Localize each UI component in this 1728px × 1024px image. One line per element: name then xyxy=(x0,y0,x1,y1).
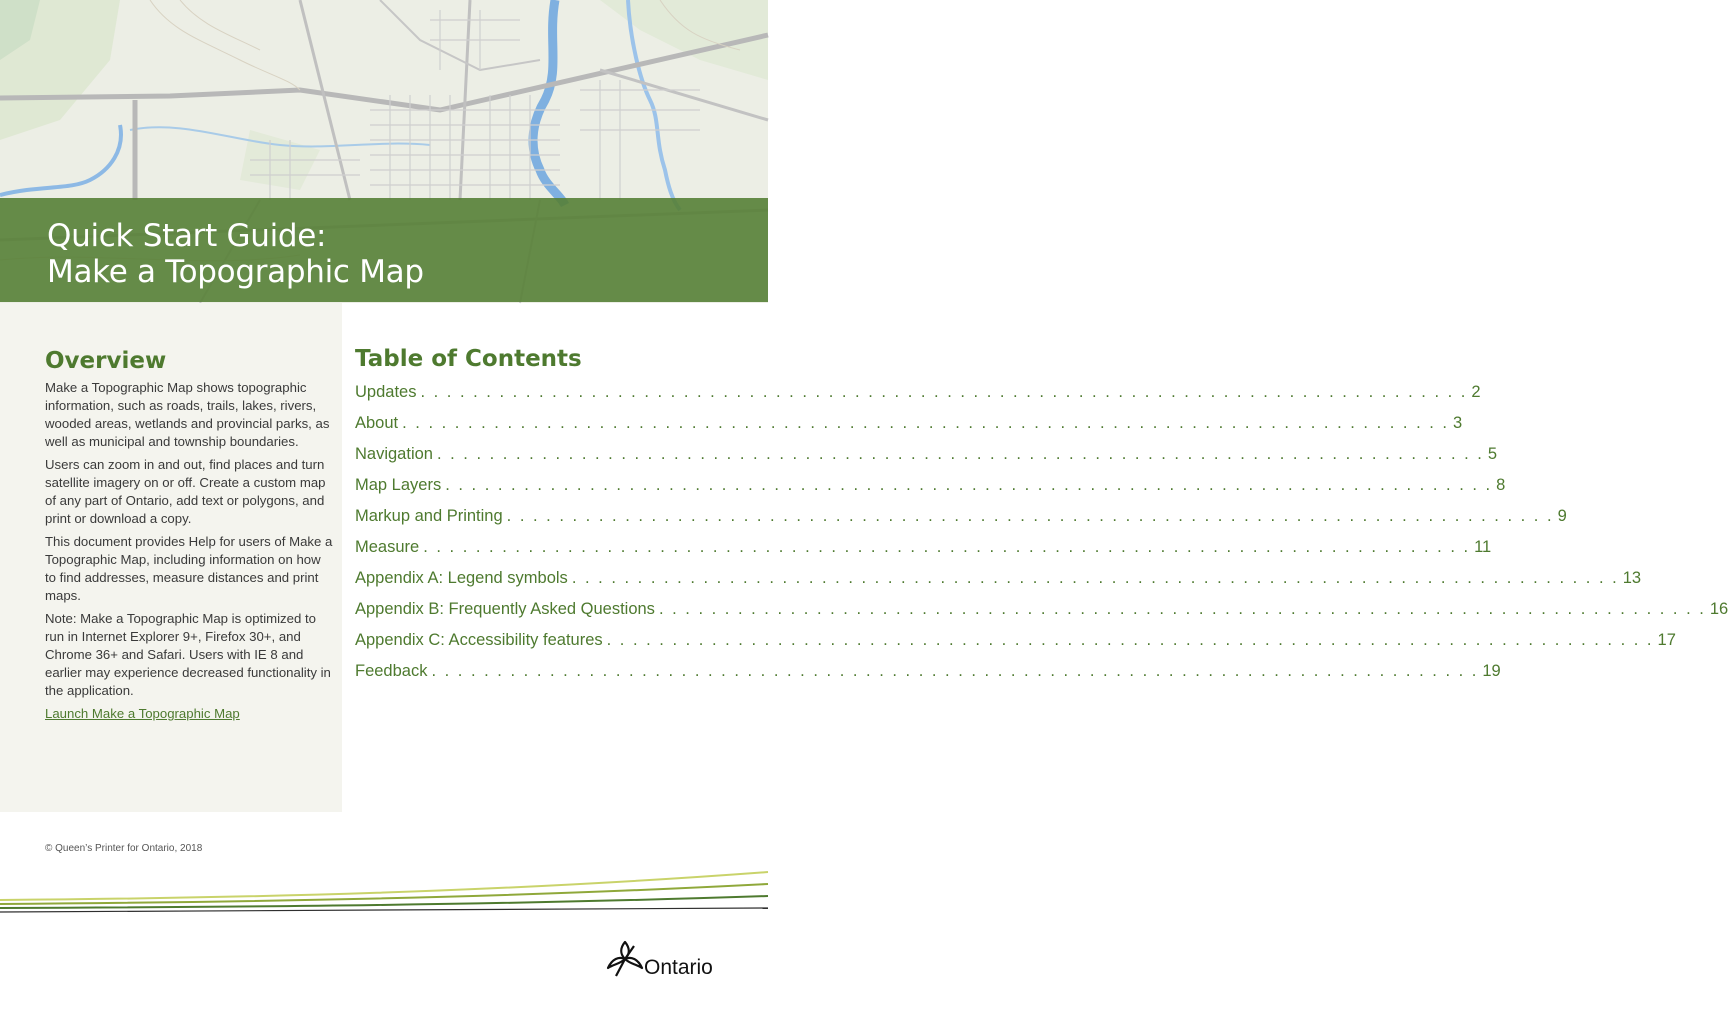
title-line-2: Make a Topographic Map xyxy=(47,254,424,290)
toc-leader-dots: . . . . . . . . . . . . . . . . . . . . . . . . . . . . . . . . . . . . . . . . . . . . . . . . . . . . . . . . . . . . . . . . . . . . . . . . . . . . . . . . xyxy=(436,445,1484,463)
toc-item-page: 11 xyxy=(1474,538,1492,556)
toc-item-map-layers[interactable] xyxy=(355,476,1506,507)
toc-leader-dots: . . . . . . . . . . . . . . . . . . . . . . . . . . . . . . . . . . . . . . . . . . . . . . . . . . . . . . . . . . . . . . . . . . . . . . . . . . . . . . . . xyxy=(402,414,1450,432)
toc-item-appendix-c[interactable] xyxy=(355,631,1676,662)
ontario-logo xyxy=(604,934,734,984)
toc-leader-dots: . . . . . . . . . . . . . . . . . . . . . . . . . . . . . . . . . . . . . . . . . . . . . . . . . . . . . . . . . . . . . . . . . . . . . . . . . . . . . . . . xyxy=(431,662,1479,680)
toc-list xyxy=(355,383,1728,693)
toc-item-page: 9 xyxy=(1557,507,1567,525)
overview-panel xyxy=(0,303,342,812)
overview-paragraph: This document provides Help for users of Make a Topographic Map, including information on how to find addresses, measure distances and print maps. xyxy=(45,534,333,603)
page-title xyxy=(47,218,424,290)
toc-leader-dots: . . . . . . . . . . . . . . . . . . . . . . . . . . . . . . . . . . . . . . . . . . . . . . . . . . . . . . . . . . . . . . . . . . . . . . . . . . . . . . . . xyxy=(658,600,1706,618)
toc-item-measure[interactable] xyxy=(355,538,1492,569)
toc-heading: Table of Contents xyxy=(355,346,582,372)
toc-item-label: Appendix A: Legend symbols xyxy=(355,569,568,587)
toc-item-navigation[interactable] xyxy=(355,445,1498,476)
toc-item-feedback[interactable] xyxy=(355,662,1501,693)
toc-item-appendix-b[interactable] xyxy=(355,600,1728,631)
toc-item-appendix-a[interactable] xyxy=(355,569,1642,600)
overview-paragraph: Make a Topographic Map shows topographic information, such as roads, trails, lakes, rivers, wooded areas, wetlands and provincial parks, as well as municipal and township boundaries. xyxy=(45,380,330,449)
toc-item-page: 17 xyxy=(1657,631,1676,649)
toc-item-label: Measure xyxy=(355,538,420,556)
toc-item-label: About xyxy=(355,414,399,432)
toc-leader-dots: . . . . . . . . . . . . . . . . . . . . . . . . . . . . . . . . . . . . . . . . . . . . . . . . . . . . . . . . . . . . . . . . . . . . . . . . . . . . . . . . xyxy=(506,507,1554,525)
toc-item-page: 2 xyxy=(1471,383,1481,401)
launch-app-link[interactable]: Launch Make a Topographic Map xyxy=(45,706,240,721)
toc-item-page: 5 xyxy=(1487,445,1498,463)
title-band xyxy=(0,198,768,302)
table-of-contents xyxy=(355,343,1728,693)
toc-item-updates[interactable] xyxy=(355,383,1481,414)
toc-item-label: Appendix B: Frequently Asked Questions xyxy=(355,600,655,618)
toc-leader-dots: . . . . . . . . . . . . . . . . . . . . . . . . . . . . . . . . . . . . . . . . . . . . . . . . . . . . . . . . . . . . . . . . . . . . . . . . . . . . . . . . xyxy=(420,383,1468,401)
toc-leader-dots: . . . . . . . . . . . . . . . . . . . . . . . . . . . . . . . . . . . . . . . . . . . . . . . . . . . . . . . . . . . . . . . . . . . . . . . . . . . . . . . . xyxy=(571,569,1619,587)
toc-item-label: Map Layers xyxy=(355,476,442,494)
overview-heading: Overview xyxy=(45,348,167,374)
toc-item-label: Appendix C: Accessibility features xyxy=(355,631,603,649)
toc-leader-dots: . . . . . . . . . . . . . . . . . . . . . . . . . . . . . . . . . . . . . . . . . . . . . . . . . . . . . . . . . . . . . . . . . . . . . . . . . . . . . . . . xyxy=(445,476,1493,494)
title-line-1: Quick Start Guide: xyxy=(47,218,327,254)
toc-item-about[interactable] xyxy=(355,414,1463,445)
toc-item-markup-printing[interactable] xyxy=(355,507,1567,538)
toc-item-page: 3 xyxy=(1453,414,1463,432)
toc-item-label: Feedback xyxy=(355,662,428,680)
ontario-trillium-logo-icon xyxy=(604,938,646,980)
toc-item-page: 8 xyxy=(1496,476,1506,494)
toc-leader-dots: . . . . . . . . . . . . . . . . . . . . . . . . . . . . . . . . . . . . . . . . . . . . . . . . . . . . . . . . . . . . . . . . . . . . . . . . . . . . . . . . xyxy=(423,538,1471,556)
toc-item-label: Markup and Printing xyxy=(355,507,503,525)
decorative-swoosh-lines xyxy=(0,860,768,920)
ontario-logo-text: Ontario xyxy=(644,956,713,979)
toc-item-label: Updates xyxy=(355,383,417,401)
overview-body xyxy=(45,379,335,723)
toc-item-page: 16 xyxy=(1709,600,1728,618)
toc-item-page: 19 xyxy=(1482,662,1501,680)
copyright-notice: © Queen’s Printer for Ontario, 2018 xyxy=(45,843,203,854)
toc-leader-dots: . . . . . . . . . . . . . . . . . . . . . . . . . . . . . . . . . . . . . . . . . . . . . . . . . . . . . . . . . . . . . . . . . . . . . . . . . . . . . . . . xyxy=(606,631,1654,649)
overview-paragraph: Users can zoom in and out, find places and turn satellite imagery on or off. Create a custom map of any part of Ontario, add text or polygons, and print or download a copy. xyxy=(45,457,326,526)
toc-item-page: 13 xyxy=(1622,569,1642,587)
toc-item-label: Navigation xyxy=(355,445,433,463)
overview-paragraph: Note: Make a Topographic Map is optimized to run in Internet Explorer 9+, Firefox 30+, and Chrome 36+ and Safari. Users with IE 8 and earlier may experience decreased functionality in the application. xyxy=(45,611,331,698)
